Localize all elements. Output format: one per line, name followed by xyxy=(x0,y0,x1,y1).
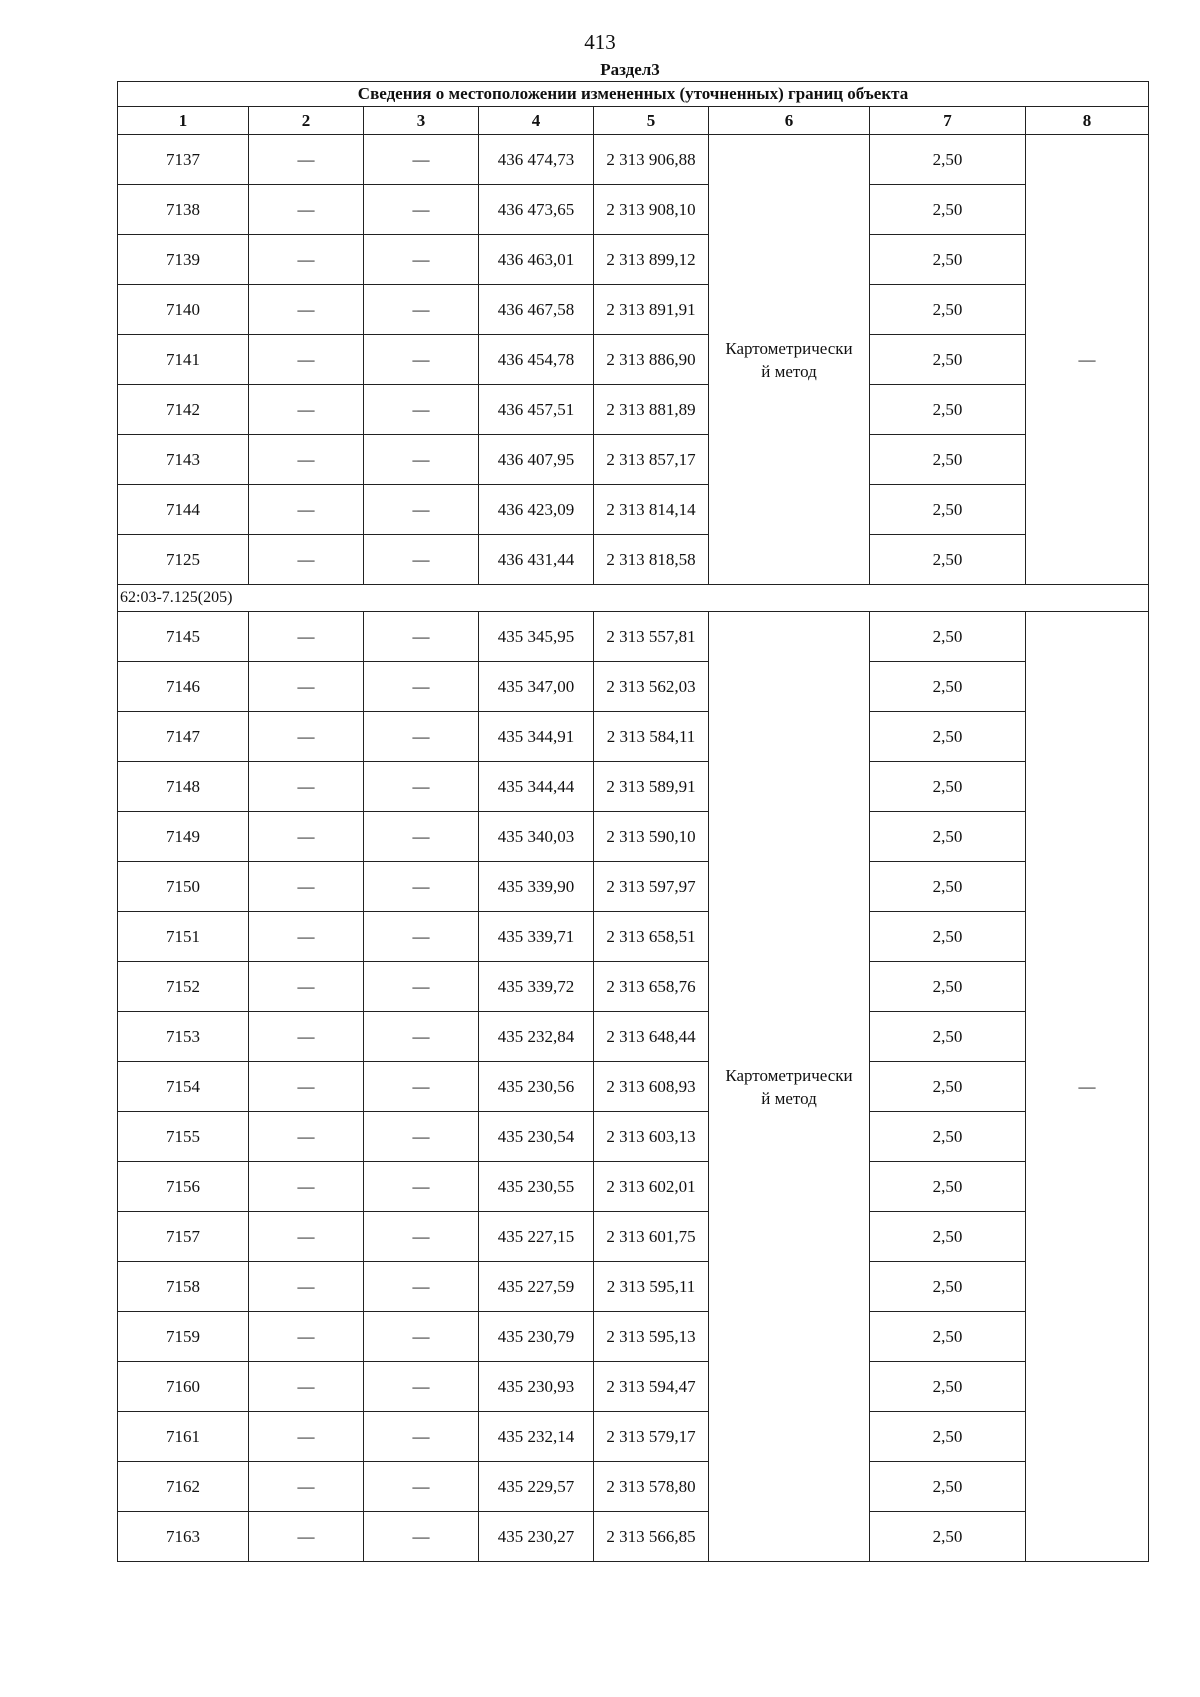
method-text-line-2: й метод xyxy=(761,361,817,381)
y-coordinate-cell: 2 313 891,91 xyxy=(594,285,709,335)
column-2-cell: — xyxy=(249,1062,364,1112)
accuracy-cell: 2,50 xyxy=(870,1462,1026,1512)
table-row xyxy=(118,285,1149,335)
x-coordinate-cell: 435 339,90 xyxy=(479,862,594,912)
x-coordinate-cell: 436 474,73 xyxy=(479,135,594,185)
column-3-cell: — xyxy=(364,1412,479,1462)
y-coordinate-cell: 2 313 578,80 xyxy=(594,1462,709,1512)
column-2-cell: — xyxy=(249,335,364,385)
accuracy-cell: 2,50 xyxy=(870,812,1026,862)
point-number-cell: 7153 xyxy=(118,1012,249,1062)
column-3-cell: — xyxy=(364,1262,479,1312)
point-number-cell: 7155 xyxy=(118,1112,249,1162)
table-row xyxy=(118,662,1149,712)
table-row xyxy=(118,435,1149,485)
column-3-cell: — xyxy=(364,485,479,535)
y-coordinate-cell: 2 313 857,17 xyxy=(594,435,709,485)
table-row xyxy=(118,962,1149,1012)
table-row xyxy=(118,1462,1149,1512)
y-coordinate-cell: 2 313 658,76 xyxy=(594,962,709,1012)
y-coordinate-cell: 2 313 579,17 xyxy=(594,1412,709,1462)
method-text-line-2: й метод xyxy=(761,1088,817,1108)
accuracy-cell: 2,50 xyxy=(870,135,1026,185)
column-3-cell: — xyxy=(364,435,479,485)
accuracy-cell: 2,50 xyxy=(870,1412,1026,1462)
column-3-cell: — xyxy=(364,535,479,585)
x-coordinate-cell: 435 339,72 xyxy=(479,962,594,1012)
column-header: 7 xyxy=(870,107,1026,135)
x-coordinate-cell: 435 230,56 xyxy=(479,1062,594,1112)
point-number-cell: 7141 xyxy=(118,335,249,385)
point-number-cell: 7156 xyxy=(118,1162,249,1212)
column-2-cell: — xyxy=(249,812,364,862)
point-number-cell: 7152 xyxy=(118,962,249,1012)
x-coordinate-cell: 435 339,71 xyxy=(479,912,594,962)
point-number-cell: 7157 xyxy=(118,1212,249,1262)
column-header: 3 xyxy=(364,107,479,135)
column-2-cell: — xyxy=(249,662,364,712)
column-3-cell: — xyxy=(364,1162,479,1212)
y-coordinate-cell: 2 313 908,10 xyxy=(594,185,709,235)
column-header: 1 xyxy=(118,107,249,135)
accuracy-cell: 2,50 xyxy=(870,335,1026,385)
column-header: 4 xyxy=(479,107,594,135)
accuracy-cell: 2,50 xyxy=(870,185,1026,235)
table-row xyxy=(118,612,1149,662)
group-label: 62:03-7.125(205) xyxy=(118,585,1149,612)
point-number-cell: 7138 xyxy=(118,185,249,235)
method-text-line-1: Картометрически xyxy=(725,338,853,358)
point-number-cell: 7163 xyxy=(118,1512,249,1562)
column-3-cell: — xyxy=(364,235,479,285)
column-3-cell: — xyxy=(364,1112,479,1162)
column-2-cell: — xyxy=(249,1362,364,1412)
point-number-cell: 7147 xyxy=(118,712,249,762)
point-number-cell: 7139 xyxy=(118,235,249,285)
y-coordinate-cell: 2 313 595,13 xyxy=(594,1312,709,1362)
table-row xyxy=(118,1212,1149,1262)
column-2-cell: — xyxy=(249,712,364,762)
x-coordinate-cell: 435 344,44 xyxy=(479,762,594,812)
point-number-cell: 7143 xyxy=(118,435,249,485)
accuracy-cell: 2,50 xyxy=(870,1362,1026,1412)
point-number-cell: 7150 xyxy=(118,862,249,912)
y-coordinate-cell: 2 313 566,85 xyxy=(594,1512,709,1562)
column-8-cell: — xyxy=(1026,612,1149,1562)
point-number-cell: 7145 xyxy=(118,612,249,662)
accuracy-cell: 2,50 xyxy=(870,1312,1026,1362)
y-coordinate-cell: 2 313 648,44 xyxy=(594,1012,709,1062)
accuracy-cell: 2,50 xyxy=(870,1512,1026,1562)
column-3-cell: — xyxy=(364,1362,479,1412)
table-row xyxy=(118,1262,1149,1312)
accuracy-cell: 2,50 xyxy=(870,912,1026,962)
point-number-cell: 7125 xyxy=(118,535,249,585)
table-row xyxy=(118,812,1149,862)
column-3-cell: — xyxy=(364,1312,479,1362)
column-2-cell: — xyxy=(249,435,364,485)
table-row xyxy=(118,762,1149,812)
column-3-cell: — xyxy=(364,962,479,1012)
accuracy-cell: 2,50 xyxy=(870,285,1026,335)
table-row xyxy=(118,385,1149,435)
x-coordinate-cell: 435 340,03 xyxy=(479,812,594,862)
accuracy-cell: 2,50 xyxy=(870,535,1026,585)
table-row xyxy=(118,535,1149,585)
y-coordinate-cell: 2 313 818,58 xyxy=(594,535,709,585)
accuracy-cell: 2,50 xyxy=(870,962,1026,1012)
accuracy-cell: 2,50 xyxy=(870,1162,1026,1212)
column-2-cell: — xyxy=(249,1412,364,1462)
x-coordinate-cell: 435 232,84 xyxy=(479,1012,594,1062)
y-coordinate-cell: 2 313 557,81 xyxy=(594,612,709,662)
accuracy-cell: 2,50 xyxy=(870,435,1026,485)
x-coordinate-cell: 436 457,51 xyxy=(479,385,594,435)
column-2-cell: — xyxy=(249,485,364,535)
column-3-cell: — xyxy=(364,1512,479,1562)
table-row xyxy=(118,862,1149,912)
group-row xyxy=(118,585,1149,612)
table-row xyxy=(118,185,1149,235)
column-2-cell: — xyxy=(249,1112,364,1162)
x-coordinate-cell: 435 227,59 xyxy=(479,1262,594,1312)
point-number-cell: 7144 xyxy=(118,485,249,535)
column-2-cell: — xyxy=(249,385,364,435)
column-3-cell: — xyxy=(364,612,479,662)
column-3-cell: — xyxy=(364,1012,479,1062)
x-coordinate-cell: 435 232,14 xyxy=(479,1412,594,1462)
x-coordinate-cell: 436 473,65 xyxy=(479,185,594,235)
table-row xyxy=(118,1162,1149,1212)
table-row xyxy=(118,335,1149,385)
column-3-cell: — xyxy=(364,662,479,712)
point-number-cell: 7158 xyxy=(118,1262,249,1312)
column-2-cell: — xyxy=(249,862,364,912)
column-3-cell: — xyxy=(364,712,479,762)
point-number-cell: 7146 xyxy=(118,662,249,712)
x-coordinate-cell: 435 227,15 xyxy=(479,1212,594,1262)
column-3-cell: — xyxy=(364,1062,479,1112)
column-2-cell: — xyxy=(249,1212,364,1262)
table-row xyxy=(118,235,1149,285)
table-row xyxy=(118,1412,1149,1462)
table-row xyxy=(118,912,1149,962)
column-2-cell: — xyxy=(249,1512,364,1562)
point-number-cell: 7151 xyxy=(118,912,249,962)
point-number-cell: 7149 xyxy=(118,812,249,862)
column-3-cell: — xyxy=(364,185,479,235)
x-coordinate-cell: 435 230,93 xyxy=(479,1362,594,1412)
accuracy-cell: 2,50 xyxy=(870,712,1026,762)
y-coordinate-cell: 2 313 602,01 xyxy=(594,1162,709,1212)
accuracy-cell: 2,50 xyxy=(870,1012,1026,1062)
x-coordinate-cell: 436 407,95 xyxy=(479,435,594,485)
x-coordinate-cell: 436 423,09 xyxy=(479,485,594,535)
x-coordinate-cell: 435 230,27 xyxy=(479,1512,594,1562)
column-2-cell: — xyxy=(249,535,364,585)
y-coordinate-cell: 2 313 589,91 xyxy=(594,762,709,812)
y-coordinate-cell: 2 313 658,51 xyxy=(594,912,709,962)
x-coordinate-cell: 436 463,01 xyxy=(479,235,594,285)
x-coordinate-cell: 436 431,44 xyxy=(479,535,594,585)
accuracy-cell: 2,50 xyxy=(870,862,1026,912)
column-3-cell: — xyxy=(364,135,479,185)
accuracy-cell: 2,50 xyxy=(870,762,1026,812)
point-number-cell: 7159 xyxy=(118,1312,249,1362)
accuracy-cell: 2,50 xyxy=(870,1062,1026,1112)
column-2-cell: — xyxy=(249,1462,364,1512)
table-row xyxy=(118,1012,1149,1062)
y-coordinate-cell: 2 313 595,11 xyxy=(594,1262,709,1312)
point-number-cell: 7154 xyxy=(118,1062,249,1112)
column-2-cell: — xyxy=(249,1312,364,1362)
point-number-cell: 7148 xyxy=(118,762,249,812)
y-coordinate-cell: 2 313 881,89 xyxy=(594,385,709,435)
column-3-cell: — xyxy=(364,285,479,335)
accuracy-cell: 2,50 xyxy=(870,1212,1026,1262)
column-2-cell: — xyxy=(249,235,364,285)
column-2-cell: — xyxy=(249,962,364,1012)
column-3-cell: — xyxy=(364,762,479,812)
column-2-cell: — xyxy=(249,912,364,962)
point-number-cell: 7142 xyxy=(118,385,249,435)
column-2-cell: — xyxy=(249,1262,364,1312)
point-number-cell: 7160 xyxy=(118,1362,249,1412)
x-coordinate-cell: 435 345,95 xyxy=(479,612,594,662)
table-row xyxy=(118,485,1149,535)
x-coordinate-cell: 435 347,00 xyxy=(479,662,594,712)
column-3-cell: — xyxy=(364,912,479,962)
accuracy-cell: 2,50 xyxy=(870,235,1026,285)
boundary-points-table xyxy=(117,81,1149,1562)
y-coordinate-cell: 2 313 601,75 xyxy=(594,1212,709,1262)
x-coordinate-cell: 436 454,78 xyxy=(479,335,594,385)
y-coordinate-cell: 2 313 584,11 xyxy=(594,712,709,762)
x-coordinate-cell: 435 344,91 xyxy=(479,712,594,762)
column-8-cell: — xyxy=(1026,135,1149,585)
table-row xyxy=(118,1512,1149,1562)
column-header-row xyxy=(118,107,1149,135)
column-2-cell: — xyxy=(249,285,364,335)
x-coordinate-cell: 435 230,79 xyxy=(479,1312,594,1362)
column-3-cell: — xyxy=(364,335,479,385)
column-3-cell: — xyxy=(364,385,479,435)
y-coordinate-cell: 2 313 608,93 xyxy=(594,1062,709,1112)
column-header: 8 xyxy=(1026,107,1149,135)
column-2-cell: — xyxy=(249,762,364,812)
y-coordinate-cell: 2 313 906,88 xyxy=(594,135,709,185)
table-row xyxy=(118,1062,1149,1112)
method-cell xyxy=(709,135,870,585)
y-coordinate-cell: 2 313 603,13 xyxy=(594,1112,709,1162)
x-coordinate-cell: 436 467,58 xyxy=(479,285,594,335)
point-number-cell: 7162 xyxy=(118,1462,249,1512)
column-2-cell: — xyxy=(249,185,364,235)
y-coordinate-cell: 2 313 814,14 xyxy=(594,485,709,535)
column-2-cell: — xyxy=(249,1162,364,1212)
y-coordinate-cell: 2 313 886,90 xyxy=(594,335,709,385)
accuracy-cell: 2,50 xyxy=(870,1262,1026,1312)
accuracy-cell: 2,50 xyxy=(870,1112,1026,1162)
column-3-cell: — xyxy=(364,862,479,912)
column-3-cell: — xyxy=(364,1462,479,1512)
column-2-cell: — xyxy=(249,1012,364,1062)
column-header: 5 xyxy=(594,107,709,135)
table-row xyxy=(118,1112,1149,1162)
point-number-cell: 7140 xyxy=(118,285,249,335)
y-coordinate-cell: 2 313 590,10 xyxy=(594,812,709,862)
table-row xyxy=(118,135,1149,185)
accuracy-cell: 2,50 xyxy=(870,385,1026,435)
table-row xyxy=(118,1362,1149,1412)
x-coordinate-cell: 435 229,57 xyxy=(479,1462,594,1512)
point-number-cell: 7137 xyxy=(118,135,249,185)
column-3-cell: — xyxy=(364,812,479,862)
section-label: Раздел3 xyxy=(600,60,660,79)
table-title: Сведения о местоположении измененных (уточненных) границ объекта xyxy=(118,82,1149,107)
column-3-cell: — xyxy=(364,1212,479,1262)
method-cell xyxy=(709,612,870,1562)
table-row xyxy=(118,1312,1149,1362)
y-coordinate-cell: 2 313 597,97 xyxy=(594,862,709,912)
column-header: 2 xyxy=(249,107,364,135)
page-number: 413 xyxy=(584,30,616,54)
column-header: 6 xyxy=(709,107,870,135)
accuracy-cell: 2,50 xyxy=(870,662,1026,712)
y-coordinate-cell: 2 313 594,47 xyxy=(594,1362,709,1412)
table-row xyxy=(118,712,1149,762)
y-coordinate-cell: 2 313 562,03 xyxy=(594,662,709,712)
x-coordinate-cell: 435 230,55 xyxy=(479,1162,594,1212)
column-2-cell: — xyxy=(249,612,364,662)
point-number-cell: 7161 xyxy=(118,1412,249,1462)
table-title-row xyxy=(118,82,1149,107)
y-coordinate-cell: 2 313 899,12 xyxy=(594,235,709,285)
method-text-line-1: Картометрически xyxy=(725,1065,853,1085)
accuracy-cell: 2,50 xyxy=(870,485,1026,535)
x-coordinate-cell: 435 230,54 xyxy=(479,1112,594,1162)
accuracy-cell: 2,50 xyxy=(870,612,1026,662)
column-2-cell: — xyxy=(249,135,364,185)
